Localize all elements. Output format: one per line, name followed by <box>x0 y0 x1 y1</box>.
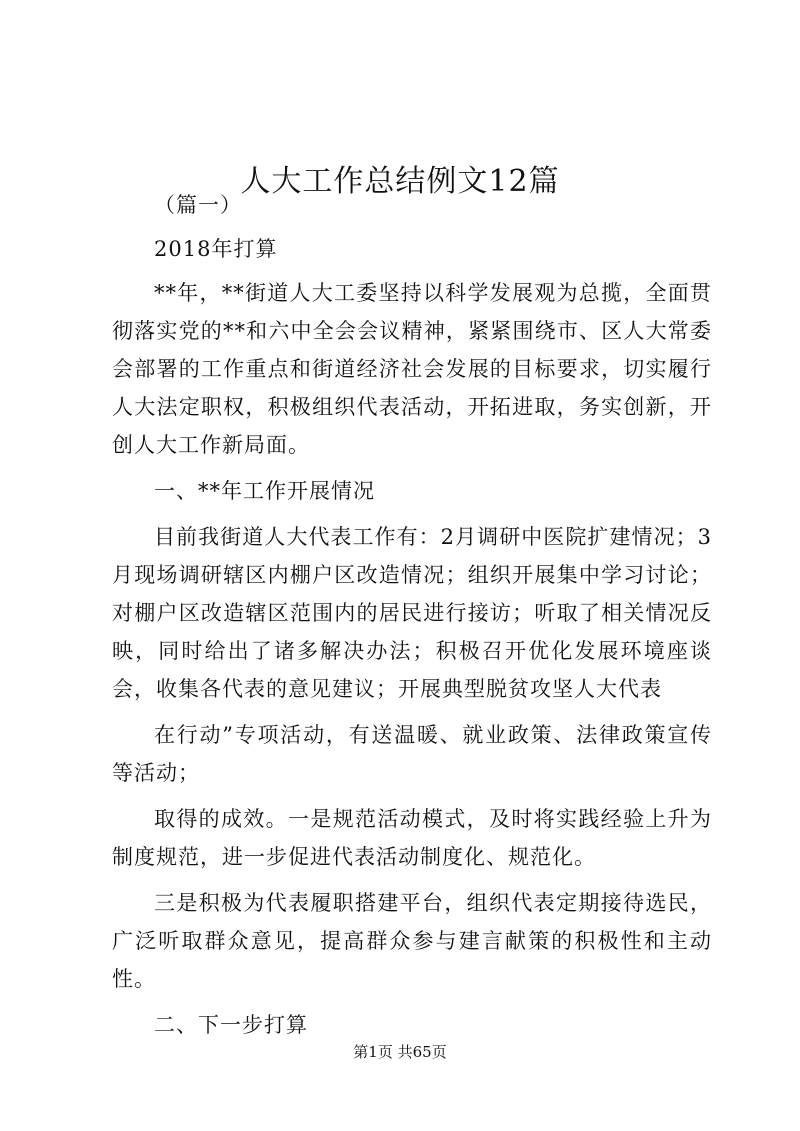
page-footer: 第1页 共65页 <box>353 1043 447 1061</box>
document-title: 人大工作总结例文12篇 <box>240 164 560 200</box>
document-body <box>112 186 712 1052</box>
section-heading-next-steps: 二、下一步打算 <box>154 1013 308 1037</box>
intro-paragraph: **年，**街道人大工委坚持以科学发展观为总揽，全面贯彻落实党的**和六中全会会议精神，紧紧围绕市、区人大常委会部署的工作重点和街道经济社会发展的目标要求，切实履行人大法定职权，积极组织代表活动，开拓进取，务实创新，开创人大工作新局面。 <box>112 281 712 457</box>
section-label-part-one: （篇一） <box>154 193 242 217</box>
work-status-paragraph: 目前我街道人大代表工作有：2月调研中医院扩建情况；3月现场调研辖区内棚户区改造情况；组织开展集中学习讨论；对棚户区改造辖区范围内的居民进行接访；听取了相关情况反映，同时给出了诸多解决办法；积极召开优化发展环境座谈会，收集各代表的意见建议；开展典型脱贫攻坚人大代表 <box>112 525 712 701</box>
platform-paragraph: 三是积极为代表履职搭建平台，组织代表定期接待选民，广泛听取群众意见，提高群众参与建言献策的积极性和主动性。 <box>112 891 712 991</box>
section-heading-work-status: 一、**年工作开展情况 <box>154 479 375 503</box>
activities-paragraph: 在行动”专项活动，有送温暖、就业政策、法律政策宣传等活动； <box>112 723 712 785</box>
results-paragraph: 取得的成效。一是规范活动模式，及时将实践经验上升为制度规范，进一步促进代表活动制度化、规范化。 <box>112 807 712 869</box>
plan-heading: 2018年打算 <box>154 237 278 261</box>
